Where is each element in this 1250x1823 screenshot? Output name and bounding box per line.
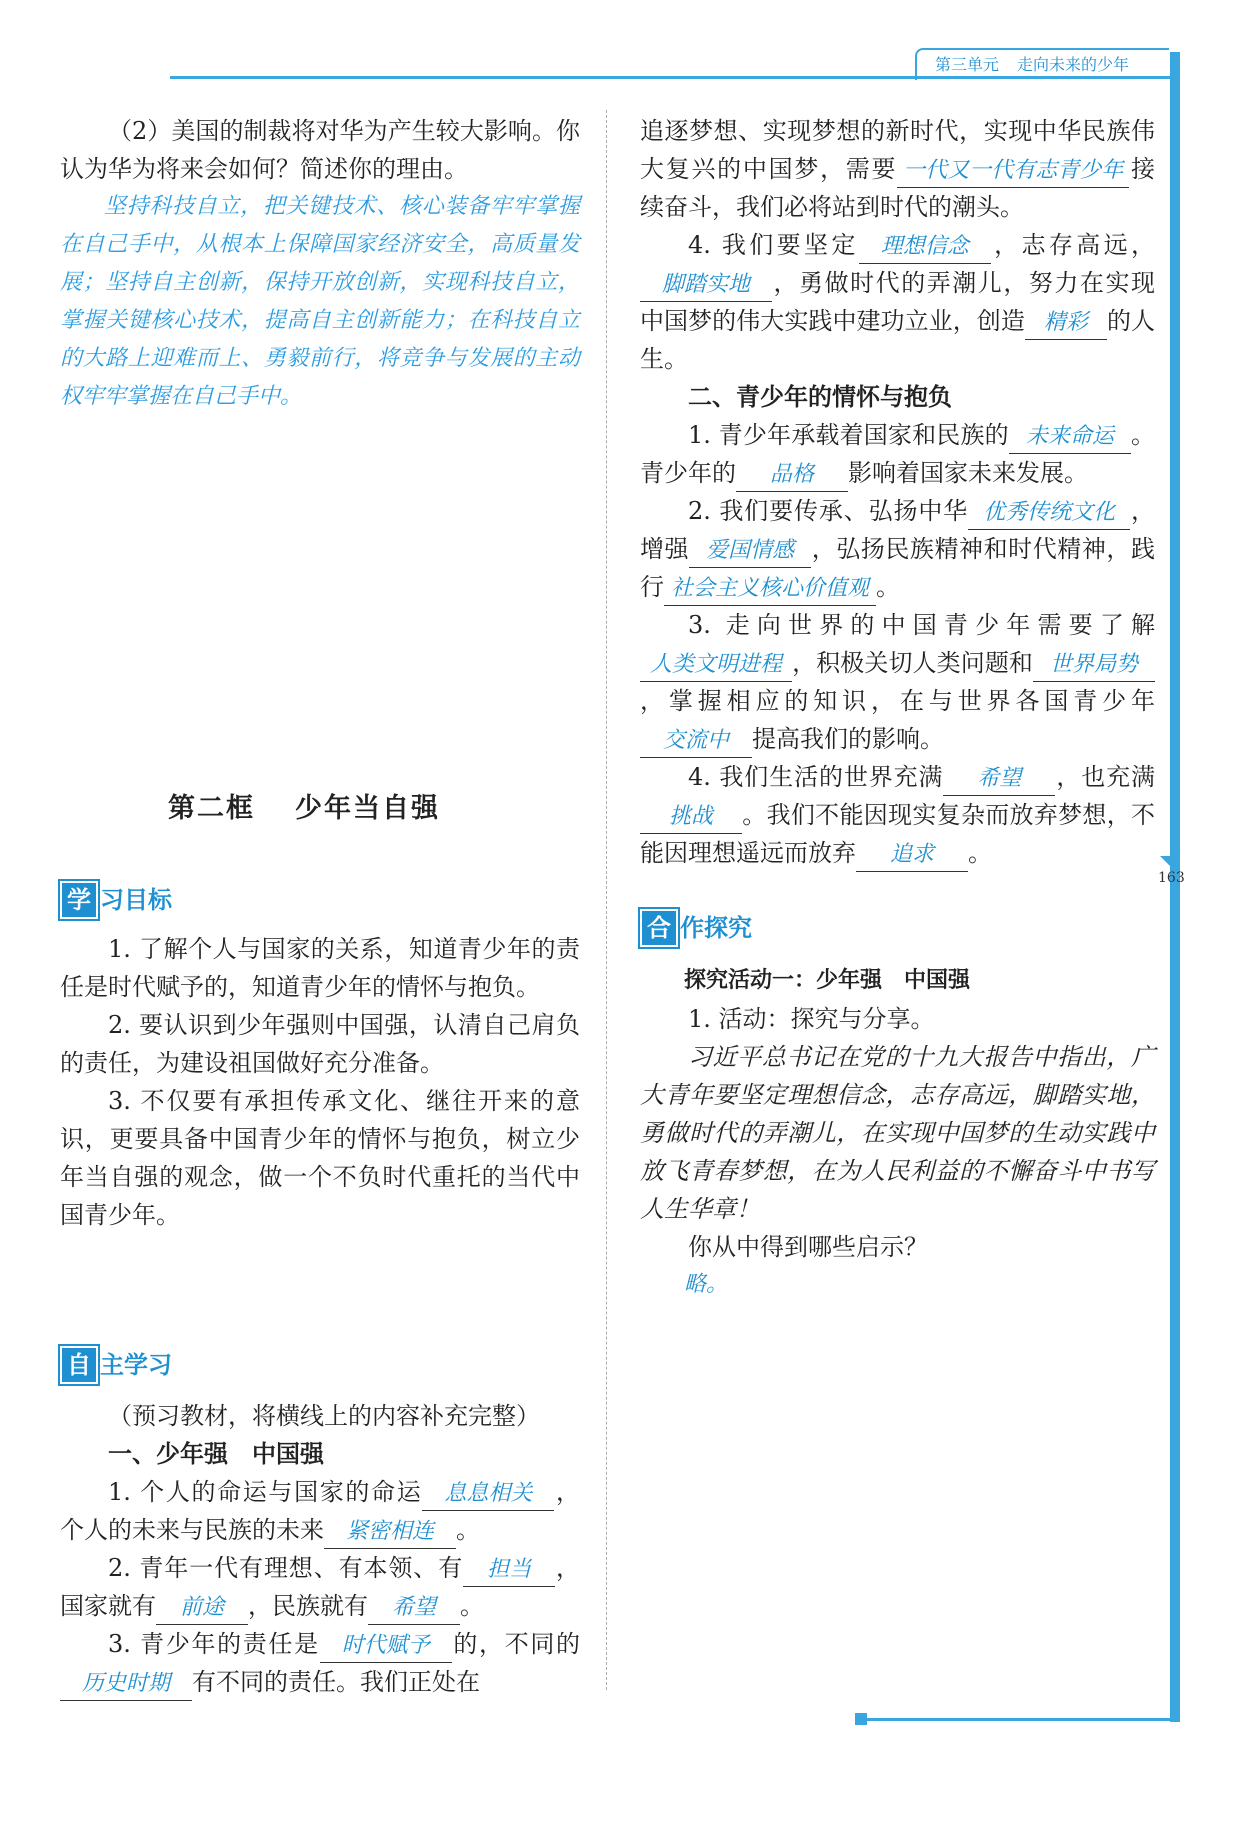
column-divider [606, 110, 607, 1690]
fill-blank: 息息相关 [422, 1478, 554, 1511]
self-study-box: 自 [60, 1346, 98, 1384]
unit-title: 走向未来的少年 [1017, 55, 1130, 74]
activity-question: 你从中得到哪些启示？ [688, 1233, 928, 1261]
bottom-square [855, 1713, 867, 1725]
subheading-2: 二、青少年的情怀与抱负 [688, 382, 952, 411]
fill-blank: 人类文明进程 [640, 649, 792, 682]
frame-label: 第二框 [168, 793, 255, 824]
goals-heading [60, 880, 580, 920]
fill-blank: 社会主义核心价值观 [664, 573, 876, 606]
coop-heading-text: 作探究 [680, 914, 752, 942]
goals-heading-text: 习目标 [100, 886, 172, 914]
page-number: 163 [1158, 870, 1185, 886]
self-study-heading [60, 1345, 580, 1385]
self-study-heading-text: 主学习 [100, 1351, 172, 1379]
goal-item: 2. 要认识到少年强则中国强，认清自己肩负的责任，为建设祖国做好充分准备。 [60, 1011, 580, 1077]
fill-blank: 时代赋予 [320, 1630, 452, 1663]
fill-blank: 一代又一代有志青少年 [897, 155, 1129, 188]
self-study-subheading: 一、少年强 中国强 [108, 1439, 324, 1468]
fill-item-t3: 3. 走向世界的中国青少年需要了解人类文明进程 ，积极关切人类问题和 世界局势，掌握相应的知识，在与世界各国青少年交流中 提高我们的影响。 [640, 606, 1155, 758]
page-number-marker [1160, 856, 1180, 866]
activity-answer: 略。 [684, 1272, 729, 1297]
fill-blank: 爱国情感 [689, 535, 811, 568]
fill-blank: 希望 [368, 1592, 460, 1625]
fill-blank: 挑战 [640, 801, 742, 834]
goals-section [60, 880, 580, 1234]
bottom-rule [860, 1718, 1180, 1721]
left-column [60, 112, 580, 416]
question-2-answer: 坚持科技自立，把关键技术、核心装备牢牢掌握在自己手中，从根本上保障国家经济安全，高质量发展；坚持自主创新，保持开放创新，实现科技自立，掌握关键核心技术，提高自主创新能力；在科技自立的大路上迎难而上、勇毅前行，将竞争与发展的主动权牢牢掌握在自己手中。 [60, 194, 580, 409]
fill-blank: 紧密相连 [324, 1516, 456, 1549]
fill-item-t2: 2. 我们要传承、弘扬中华 优秀传统文化 ，增强 爱国情感 ，弘扬民族精神和时代精神，践行 社会主义核心价值观 。 [640, 492, 1155, 606]
fill-blank: 脚踏实地 [640, 269, 772, 302]
fill-item-2: 2. 青年一代有理想、有本领、有 担当 ，国家就有 前途 ，民族就有 希望 。 [60, 1549, 580, 1625]
fill-blank: 世界局势 [1033, 649, 1155, 682]
self-study-instruction: （预习教材，将横线上的内容补充完整） [108, 1402, 540, 1430]
fill-item-1: 1. 个人的命运与国家的命运 息息相关 ，个人的未来与民族的未来 紧密相连 。 [60, 1473, 580, 1549]
fill-item-3-cont: 追逐梦想、实现梦想的新时代，实现中华民族伟大复兴的中国梦，需要 一代又一代有志青少年 接续奋斗，我们必将站到时代的潮头。 [640, 117, 1156, 221]
fill-blank: 精彩 [1025, 307, 1107, 340]
fill-blank: 未来命运 [1009, 421, 1131, 454]
goal-item: 3. 不仅要有承担传承文化、继往开来的意识，更要具备中国青少年的情怀与抱负，树立少年当自强的观念，做一个不负时代重托的当代中国青少年。 [60, 1087, 580, 1229]
fill-item-3: 3. 青少年的责任是 时代赋予 的，不同的历史时期 有不同的责任。我们正处在 [60, 1625, 580, 1701]
right-column [640, 112, 1155, 1304]
frame-title [168, 786, 480, 825]
self-study-section [60, 1345, 580, 1701]
fill-item-t4: 4. 我们生活的世界充满 希望 ，也充满挑战 。我们不能因现实复杂而放弃梦想，不能因理想遥远而放弃 追求 。 [640, 758, 1155, 872]
goal-item: 1. 了解个人与国家的关系，知道青少年的责任是时代赋予的，知道青少年的情怀与抱负。 [60, 935, 580, 1001]
header-rule [170, 76, 1180, 79]
fill-blank: 历史时期 [60, 1668, 192, 1701]
side-bar [1170, 52, 1180, 1722]
fill-blank: 希望 [943, 763, 1055, 796]
fill-blank: 担当 [463, 1554, 555, 1587]
fill-blank: 追求 [856, 839, 968, 872]
goals-box: 学 [60, 881, 98, 919]
fill-item-t1: 1. 青少年承载着国家和民族的 未来命运 。青少年的 品格 影响着国家未来发展。 [640, 416, 1155, 492]
fill-blank: 品格 [736, 459, 848, 492]
fill-blank: 优秀传统文化 [968, 497, 1130, 530]
coop-box: 合 [640, 909, 678, 947]
frame-name: 少年当自强 [295, 793, 440, 824]
fill-blank: 交流中 [640, 725, 752, 758]
unit-label: 第三单元 [935, 55, 1000, 74]
activity-title: 探究活动一：少年强 中国强 [684, 968, 971, 993]
coop-heading [640, 908, 1155, 948]
activity-step: 1. 活动：探究与分享。 [688, 1005, 935, 1033]
activity-quote: 习近平总书记在党的十九大报告中指出，广大青年要坚定理想信念，志存高远，脚踏实地，勇做时代的弄潮儿，在实现中国梦的生动实践中放飞青春梦想，在为人民利益的不懈奋斗中书写人生华章！ [640, 1043, 1155, 1223]
fill-item-4: 4. 我们要坚定 理想信念 ，志存高远，脚踏实地 ，勇做时代的弄潮儿，努力在实现中国梦的伟大实践中建功立业，创造 精彩 的人生。 [640, 231, 1156, 373]
fill-blank: 理想信念 [859, 231, 991, 264]
fill-blank: 前途 [156, 1592, 248, 1625]
question-2: （2）美国的制裁将对华为产生较大影响。你认为华为将来会如何？简述你的理由。 [60, 117, 580, 183]
